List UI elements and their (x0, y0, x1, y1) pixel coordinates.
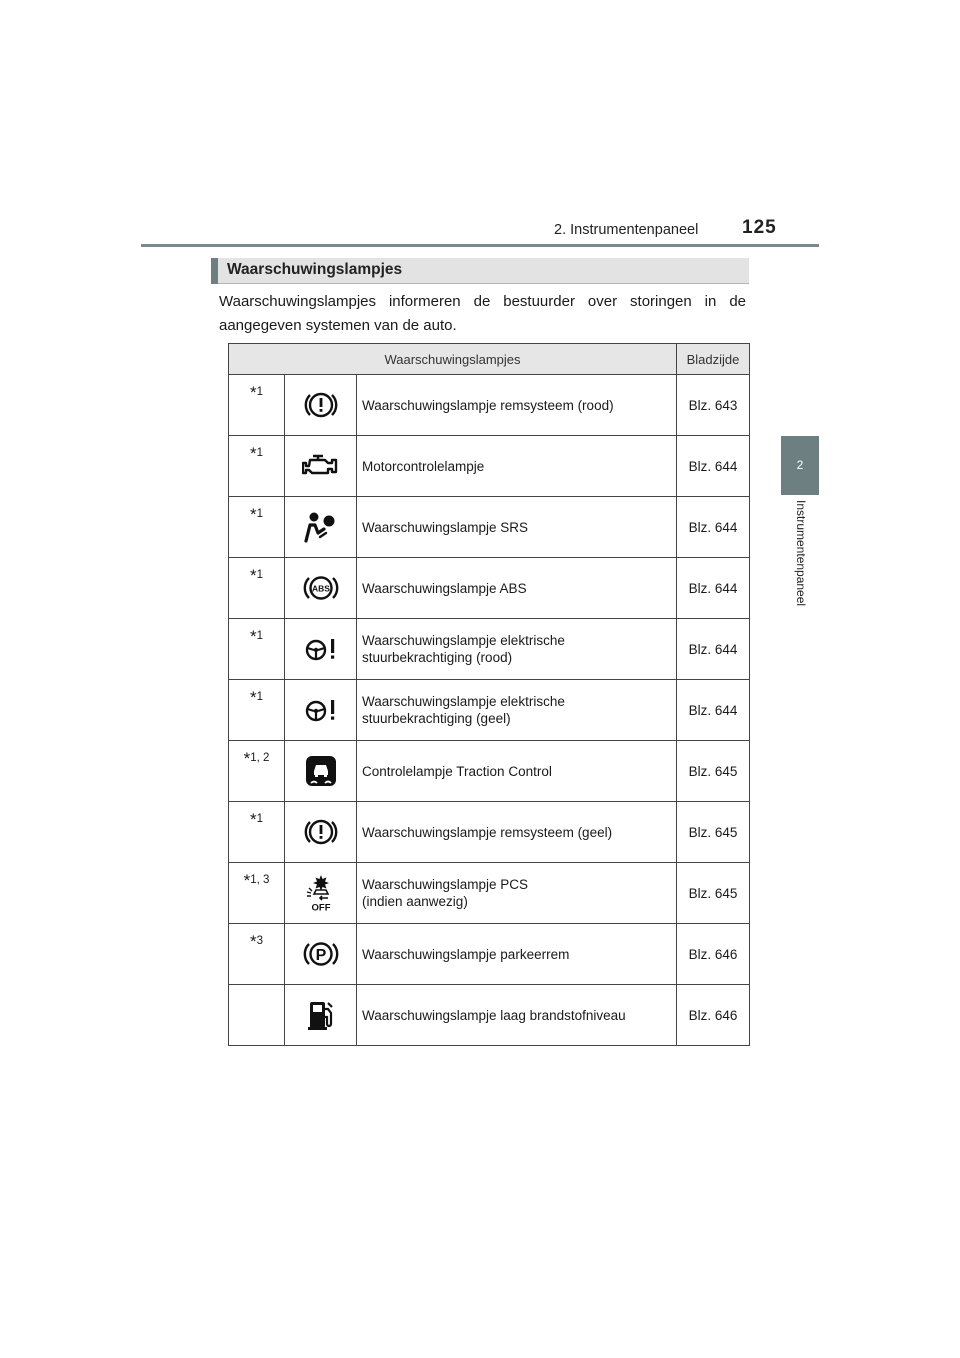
asterisk: * (249, 383, 257, 402)
footnote-number: 1, 2 (250, 752, 270, 764)
warning-light-name (357, 497, 677, 558)
footnote-marker (229, 924, 285, 985)
warning-light-name (357, 375, 677, 436)
table-row (229, 375, 750, 436)
footnote-marker (229, 375, 285, 436)
asterisk: * (249, 566, 257, 585)
name-line: Motorcontrolelampje (362, 458, 485, 474)
warning-light-name (357, 802, 677, 863)
section-heading (211, 258, 749, 284)
table-row (229, 802, 750, 863)
header-section-title: 2. Instrumentenpaneel (554, 222, 699, 238)
page-reference: Blz. 646 (677, 924, 750, 985)
table-row (229, 985, 750, 1046)
name-line: (indien aanwezig) (362, 894, 468, 909)
icon-label: P (315, 947, 326, 964)
footnote-number: 1 (256, 691, 264, 703)
header-divider (141, 244, 819, 247)
footnote-marker (229, 436, 285, 497)
name-line: Controlelampje Traction Control (362, 763, 552, 779)
warning-light-name (357, 619, 677, 680)
table-row (229, 619, 750, 680)
footnote-marker (229, 863, 285, 924)
name-line: Waarschuwingslampje PCS (362, 877, 529, 892)
table-row (229, 863, 750, 924)
name-line: Waarschuwingslampje SRS (362, 519, 529, 535)
low-fuel-icon (285, 985, 357, 1046)
table-header-row (229, 344, 750, 375)
power-steering-icon (285, 619, 357, 680)
page-reference: Blz. 645 (677, 802, 750, 863)
table-body (229, 375, 750, 1046)
icon-label: OFF (311, 902, 330, 912)
warning-light-name (357, 558, 677, 619)
footnote-number: 1 (256, 447, 264, 459)
asterisk: * (249, 627, 257, 646)
footnote-marker (229, 802, 285, 863)
page-reference: Blz. 644 (677, 680, 750, 741)
table-row (229, 558, 750, 619)
asterisk: * (243, 749, 251, 768)
warning-lights-table (228, 343, 750, 1046)
table-row (229, 497, 750, 558)
page-reference: Blz. 644 (677, 436, 750, 497)
warning-light-name (357, 680, 677, 741)
page-reference: Blz. 644 (677, 497, 750, 558)
asterisk: * (249, 932, 257, 951)
engine-check-icon (285, 436, 357, 497)
footnote-number: 1 (256, 508, 264, 520)
table-row (229, 924, 750, 985)
warning-light-name (357, 741, 677, 802)
srs-airbag-icon (285, 497, 357, 558)
svg-text:ABS: ABS (311, 583, 330, 594)
asterisk: * (243, 871, 251, 890)
table-row (229, 741, 750, 802)
warning-light-name (357, 985, 677, 1046)
abs-warning-icon (285, 558, 357, 619)
page-reference: Blz. 643 (677, 375, 750, 436)
section-heading-bar (211, 258, 218, 284)
footnote-marker (229, 985, 285, 1046)
brake-warning-icon (285, 375, 357, 436)
footnote-marker (229, 680, 285, 741)
column-header-page: Bladzijde (677, 344, 750, 375)
name-line: stuurbekrachtiging (rood) (362, 650, 513, 665)
asterisk: * (249, 688, 257, 707)
footnote-marker (229, 619, 285, 680)
column-header-lights: Waarschuwingslampjes (229, 344, 677, 375)
warning-light-name (357, 924, 677, 985)
page-reference: Blz. 646 (677, 985, 750, 1046)
chapter-tab: 2 (781, 436, 819, 495)
footnote-number: 1 (256, 386, 264, 398)
name-line: Waarschuwingslampje remsysteem (geel) (362, 824, 613, 840)
footnote-marker (229, 741, 285, 802)
page-number: 125 (742, 217, 777, 238)
table-row (229, 680, 750, 741)
table-row (229, 436, 750, 497)
name-line: stuurbekrachtiging (geel) (362, 711, 511, 726)
footnote-marker (229, 497, 285, 558)
name-line: Waarschuwingslampje remsysteem (rood) (362, 397, 614, 413)
parking-brake-icon (285, 924, 357, 985)
brake-warning-icon (285, 802, 357, 863)
footnote-marker (229, 558, 285, 619)
asterisk: * (249, 810, 257, 829)
footnote-number: 1, 3 (250, 874, 270, 886)
name-line: Waarschuwingslampje parkeerrem (362, 946, 570, 962)
name-line: Waarschuwingslampje laag brandstofniveau (362, 1007, 626, 1023)
name-line: Waarschuwingslampje elektrische (362, 694, 565, 709)
warning-light-name (357, 863, 677, 924)
footnote-number: 3 (256, 935, 264, 947)
footnote-number: 1 (256, 813, 264, 825)
asterisk: * (249, 444, 257, 463)
chapter-label: Instrumentenpaneel (794, 500, 808, 607)
intro-paragraph: Waarschuwingslampjes informeren de bestuurder over storingen in de aangegeven systemen van de auto. (219, 293, 746, 334)
section-title: Waarschuwingslampjes (227, 261, 403, 278)
page-reference: Blz. 644 (677, 558, 750, 619)
page-reference: Blz. 645 (677, 741, 750, 802)
name-line: Waarschuwingslampje elektrische (362, 633, 565, 648)
footnote-number: 1 (256, 569, 264, 581)
warning-light-name (357, 436, 677, 497)
pcs-off-icon (285, 863, 357, 924)
traction-control-icon (285, 741, 357, 802)
name-line: Waarschuwingslampje ABS (362, 580, 527, 596)
asterisk: * (249, 505, 257, 524)
power-steering-icon (285, 680, 357, 741)
footnote-number: 1 (256, 630, 264, 642)
page-reference: Blz. 645 (677, 863, 750, 924)
page-reference: Blz. 644 (677, 619, 750, 680)
